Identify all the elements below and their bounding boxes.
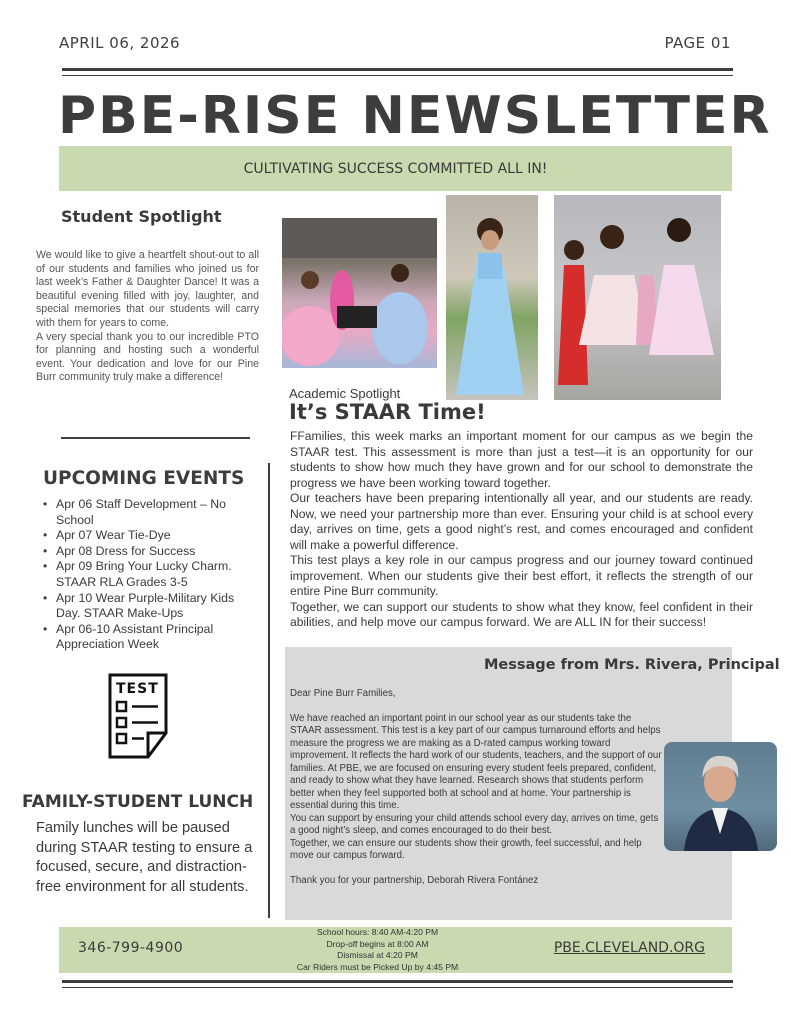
hours-line: Car Riders must be Picked Up by 4:45 PM — [296, 961, 459, 972]
spotlight-paragraph: We would like to give a heartfelt shout-out to all of our students and families who joined us for last week’s Father & Daughter Dance! It was a beautiful evening filled with joy, laughter, and special memories that our students will carry with them for years to come. — [36, 249, 259, 329]
top-rule-thick — [62, 68, 733, 71]
academic-paragraph: Our teachers have been preparing intentionally all year, and our students are ready. Now, we need your partnership more than ever. Ensuring your child is at school every day, arrives on time, gets a good night’s rest, and comes encouraged and confident will make a powerful difference. — [290, 491, 753, 552]
message-paragraph: We have reached an important point in our school year as our students take the STAAR assessment. This test is a key part of our campus turnaround efforts and helps measure the progress we are making as a D-rated campus working toward improvement. It reflects the hard work of our students, teachers, and the support of our families. At PBE, we are focused on ensuring every student feels prepared, confident, and ready to show what they have learned. Research shows that students perform better when they feel supported both at school and at home. Your partnership is essential during this time. — [290, 712, 662, 811]
website-link[interactable]: PBE.CLEVELAND.ORG — [553, 940, 705, 956]
event-item: • Apr 06-10 Assistant Principal Appreciation Week — [40, 622, 255, 653]
family-lunch-text: Family lunches will be paused during STAAR testing to ensure a focused, secure, and distraction-free environment for all students. — [36, 820, 253, 895]
bottom-rule-thin — [62, 987, 733, 988]
academic-spotlight-title: It’s STAAR Time! — [289, 400, 486, 424]
hours-line: Drop-off begins at 8:00 AM — [326, 938, 429, 949]
hours-line: School hours: 8:40 AM-4:20 PM — [316, 927, 439, 937]
event-item: • Apr 09 Bring Your Lucky Charm. STAAR RLA Grades 3-5 — [40, 559, 255, 590]
principal-message-title: Message from Mrs. Rivera, Principal — [484, 657, 780, 673]
principal-portrait-art — [664, 742, 777, 851]
academic-paragraph: FFamilies, this week marks an important moment for our campus as we begin the STAAR test. This assessment is more than just a test—it is an opportunity for our students to show how much they have grown and for our school to demonstrate the progress we have been working toward together. — [290, 429, 753, 490]
principal-portrait — [664, 742, 777, 851]
dance-photo-3-art — [554, 195, 721, 400]
student-spotlight-text — [36, 249, 259, 385]
academic-spotlight-body — [290, 429, 753, 631]
phone-number: 346-799-4900 — [78, 940, 184, 956]
family-lunch-heading: FAMILY-STUDENT LUNCH — [22, 792, 254, 812]
event-item: • Apr 06 Staff Development – No School — [40, 497, 255, 528]
upcoming-events-heading: UPCOMING EVENTS — [43, 468, 245, 489]
upcoming-events-list — [40, 497, 255, 653]
test-icon-label: TEST — [116, 681, 159, 697]
dance-photo-2-art — [446, 195, 538, 400]
school-hours — [260, 927, 495, 973]
event-item: • Apr 08 Dress for Success — [40, 544, 255, 560]
event-item: • Apr 10 Wear Purple-Military Kids Day. STAAR Make-Ups — [40, 591, 255, 622]
event-item: • Apr 07 Wear Tie-Dye — [40, 528, 255, 544]
student-spotlight-heading: Student Spotlight — [61, 207, 222, 226]
left-column-divider — [61, 437, 250, 439]
dance-photo-1 — [282, 218, 437, 368]
tagline-banner — [59, 146, 732, 191]
dance-photo-2 — [446, 195, 538, 400]
tagline-text: CULTIVATING SUCCESS COMMITTED ALL IN! — [243, 160, 548, 177]
hours-line: Dismissal at 4:20 PM — [337, 950, 418, 961]
dance-photo-3 — [554, 195, 721, 400]
academic-paragraph: This test plays a key role in our campus progress and our journey toward continued improvement. When our students give their best effort, it reflects the strength of our entire Pine Burr community. — [290, 553, 753, 598]
newsletter-title: PBE-RISE NEWSLETTER — [58, 86, 772, 146]
issue-date: APRIL 06, 2026 — [59, 34, 181, 52]
academic-paragraph: Together, we can support our students to show what they know, feel confident in their abilities, and help move our campus forward. We are ALL IN for their success! — [290, 599, 753, 629]
message-paragraph: You can support by ensuring your child attends school every day, arrives on time, gets a good night’s sleep, and comes encouraged to do their best. — [290, 812, 659, 836]
dance-photo-1-art — [282, 218, 437, 368]
spotlight-paragraph: A very special thank you to our incredible PTO for planning and hosting such a wonderful event. Your dedication and love for our Pine Burr community truly make a difference! — [36, 330, 259, 384]
test-checklist-icon — [108, 673, 170, 759]
message-paragraph: Together, we can ensure our students show their growth, feel successful, and help move our campus forward. — [290, 837, 642, 861]
message-greeting: Dear Pine Burr Families, — [290, 688, 396, 699]
bottom-rule-thick — [62, 980, 733, 983]
column-divider — [268, 463, 270, 918]
message-signoff: Thank you for your partnership, Deborah Rivera Fontánez — [290, 874, 539, 886]
principal-message-body — [290, 688, 662, 887]
top-rule-thin — [62, 75, 733, 76]
academic-spotlight-label: Academic Spotlight — [289, 386, 401, 401]
page-number: PAGE 01 — [664, 34, 731, 52]
